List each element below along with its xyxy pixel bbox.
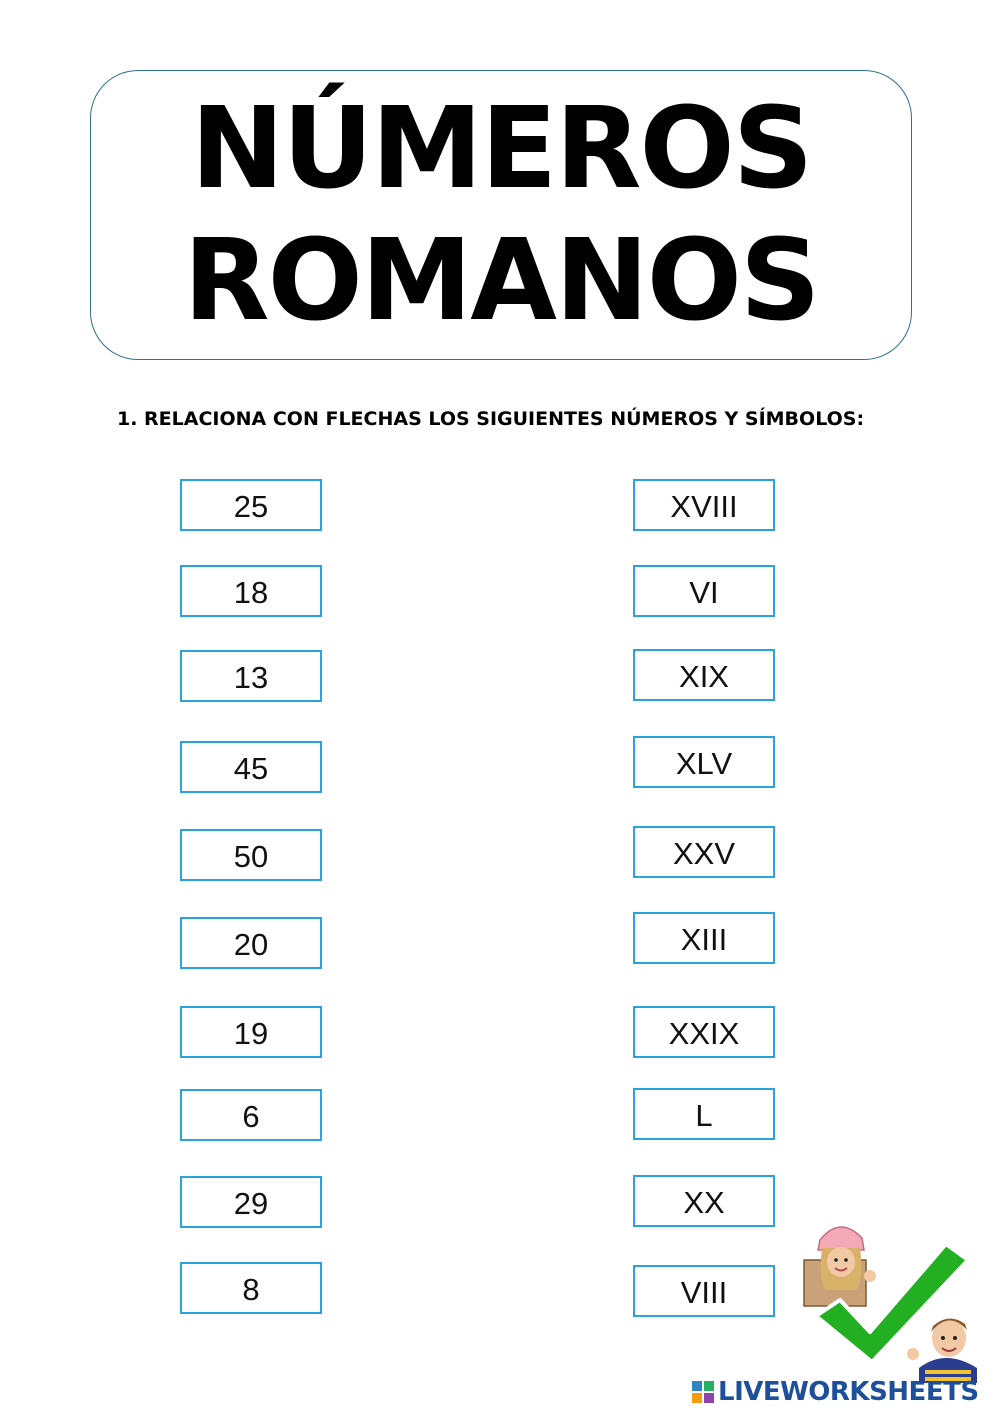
roman-card-7[interactable]: L (633, 1088, 775, 1140)
roman-card-2[interactable]: XIX (633, 649, 775, 701)
instruction-text: 1. RELACIONA CON FLECHAS LOS SIGUIENTES NÚMEROS Y SÍMBOLOS: (117, 408, 865, 430)
roman-card-1[interactable]: VI (633, 565, 775, 617)
roman-card-0[interactable]: XVIII (633, 479, 775, 531)
number-card-0[interactable]: 25 (180, 479, 322, 531)
roman-card-4[interactable]: XXV (633, 826, 775, 878)
number-card-7[interactable]: 6 (180, 1089, 322, 1141)
number-card-1[interactable]: 18 (180, 565, 322, 617)
roman-card-3[interactable]: XLV (633, 736, 775, 788)
title-line-2: ROMANOS (183, 216, 819, 346)
number-card-9[interactable]: 8 (180, 1262, 322, 1314)
liveworksheets-brand (692, 1376, 979, 1408)
boy-avatar-icon (905, 1308, 990, 1383)
roman-card-8[interactable]: XX (633, 1175, 775, 1227)
number-card-5[interactable]: 20 (180, 917, 322, 969)
brand-text: LIVEWORKSHEETS (718, 1377, 979, 1407)
title-line-1: NÚMEROS (190, 84, 812, 214)
number-card-2[interactable]: 13 (180, 650, 322, 702)
title-box (90, 70, 912, 360)
number-card-4[interactable]: 50 (180, 829, 322, 881)
number-card-3[interactable]: 45 (180, 741, 322, 793)
roman-card-6[interactable]: XXIX (633, 1006, 775, 1058)
number-card-8[interactable]: 29 (180, 1176, 322, 1228)
liveworksheets-logo-icon (692, 1381, 714, 1403)
number-card-6[interactable]: 19 (180, 1006, 322, 1058)
roman-card-9[interactable]: VIII (633, 1265, 775, 1317)
roman-card-5[interactable]: XIII (633, 912, 775, 964)
